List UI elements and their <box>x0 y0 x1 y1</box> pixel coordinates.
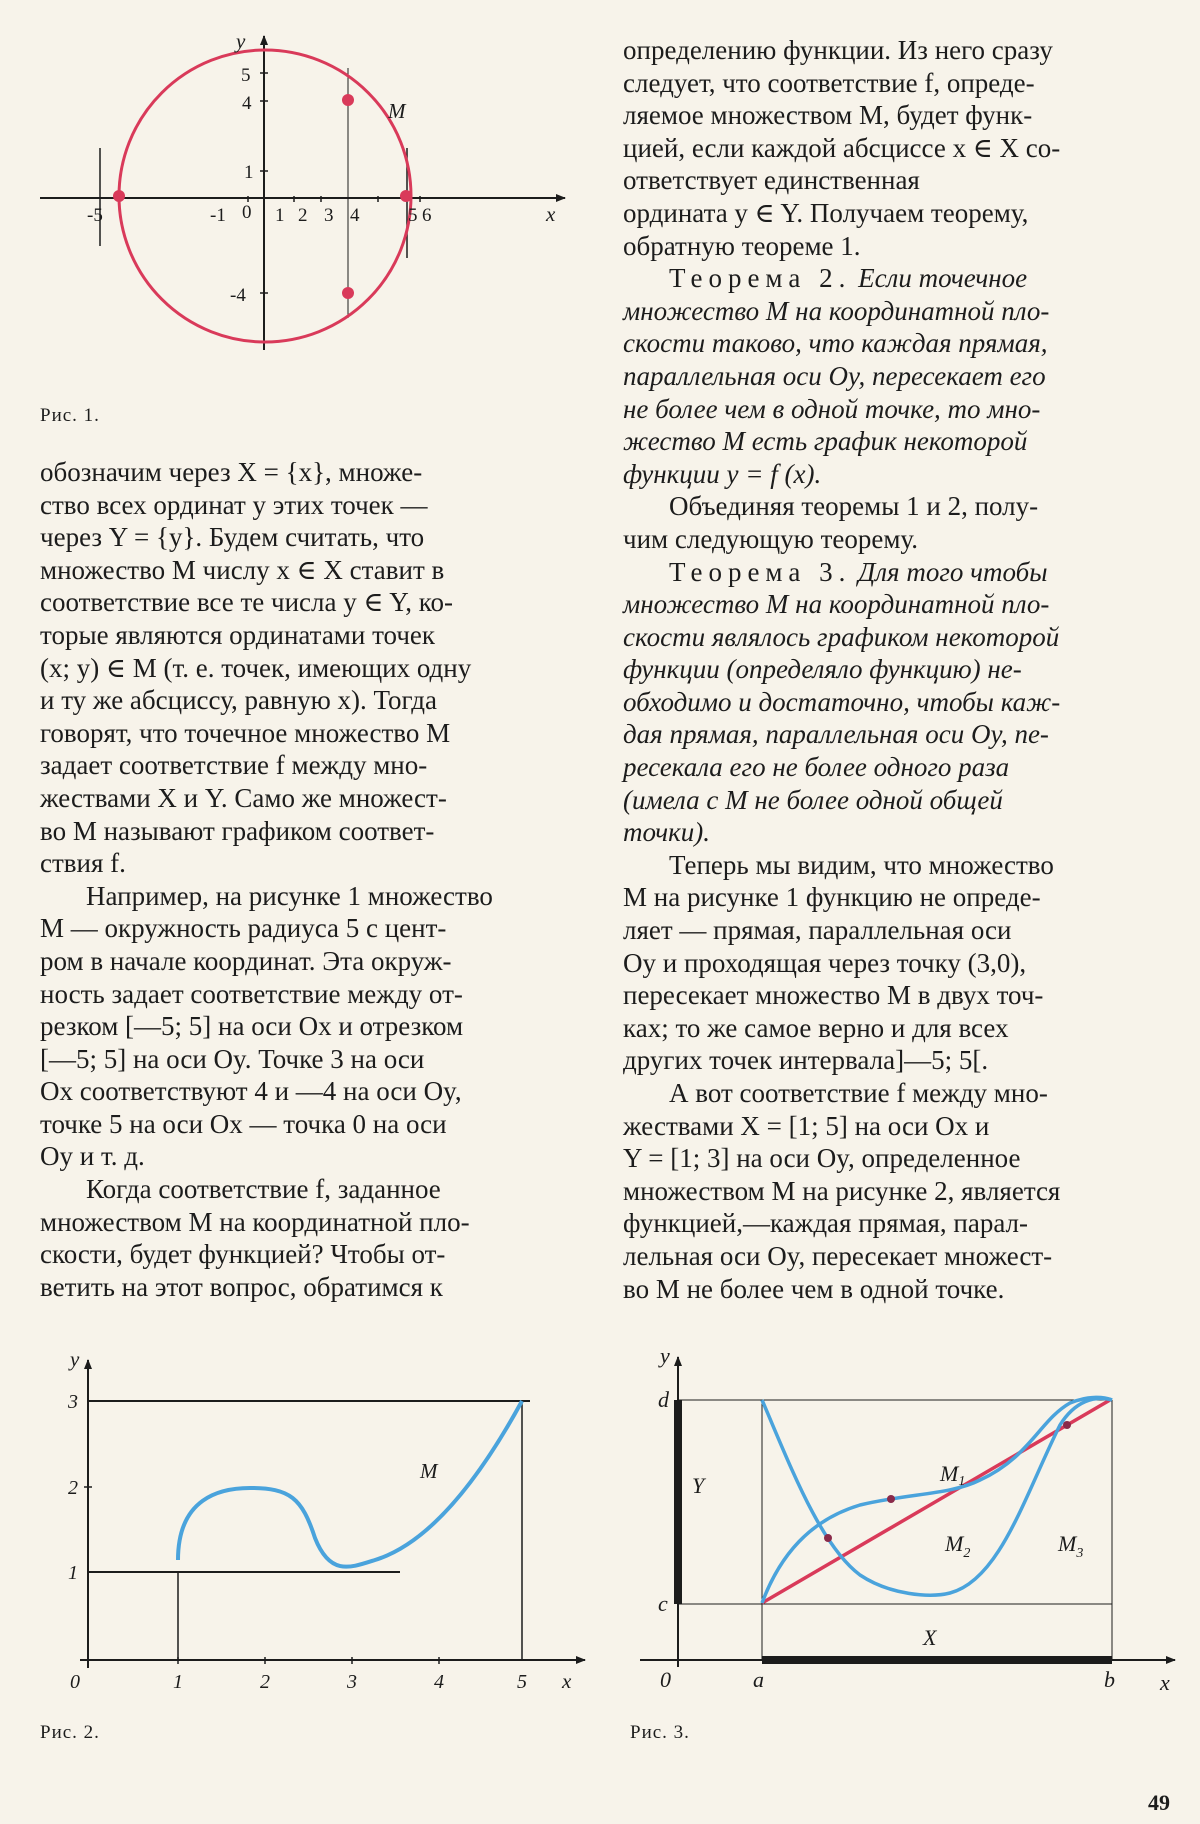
text-line: ство всех ординат y этих точек — <box>40 489 428 520</box>
text-line: ляемое множеством M, будет функ- <box>623 100 1033 131</box>
text-line: не более чем в одной точке, то мно- <box>623 393 1041 424</box>
label-x-segment: X <box>923 1625 937 1650</box>
text-line: жество M есть график некоторой <box>623 426 1028 457</box>
text-line: ках; то же самое верно и для всех <box>623 1012 1009 1043</box>
label-a: a <box>753 1667 764 1692</box>
svg-text:4: 4 <box>350 205 360 226</box>
text-line: [—5; 5] на оси Oy. Точке 3 на оси <box>40 1043 425 1074</box>
point <box>400 190 412 202</box>
svg-text:1: 1 <box>68 1562 78 1584</box>
text-line: ность задает соответствие между от- <box>40 978 463 1009</box>
text-line: функции y = f (x). <box>623 458 822 489</box>
svg-text:5: 5 <box>408 205 418 226</box>
text-line: резком [—5; 5] на оси Ox и отрезком <box>40 1011 464 1042</box>
label-d: d <box>658 1387 669 1412</box>
svg-text:0: 0 <box>70 1671 80 1693</box>
page-number: 49 <box>1148 1790 1170 1815</box>
curve-m3 <box>762 1398 1112 1595</box>
svg-text:2: 2 <box>68 1477 78 1499</box>
text-line: ответствует единственная <box>623 165 920 196</box>
paragraph <box>623 849 1168 1077</box>
text-line: пересекает множество M в двух точ- <box>623 980 1044 1011</box>
text-line: обходимо и достаточно, чтобы каж- <box>623 686 1061 717</box>
svg-text:1: 1 <box>173 1671 183 1693</box>
paragraph <box>623 490 1168 555</box>
text-line: M на рисунке 1 функцию не опреде- <box>623 882 1041 913</box>
axis-x-label: x <box>1160 1670 1170 1695</box>
text-line: M — окружность радиуса 5 с цент- <box>40 913 447 944</box>
svg-text:3: 3 <box>347 1671 357 1693</box>
label-y-segment: Y <box>692 1473 705 1498</box>
text-line: Y = [1; 3] на оси Oy, определенное <box>623 1143 1021 1174</box>
text-line: Если точечное <box>858 263 1028 294</box>
text-line: определению функции. Из него сразу <box>623 35 1053 65</box>
axis-y-label: y <box>70 1348 80 1371</box>
left-column <box>40 456 585 1303</box>
text-line: жествами X и Y. Само же множест- <box>40 782 447 813</box>
svg-text:5: 5 <box>517 1671 527 1693</box>
text-line: ствия f. <box>40 848 126 879</box>
text-line: чим следующую теорему. <box>623 523 918 554</box>
paragraph <box>623 1077 1168 1305</box>
text-line: соответствие все те числа y ∈ Y, ко- <box>40 587 453 618</box>
text-line: других точек интервала]—5; 5[. <box>623 1045 989 1076</box>
svg-text:-4: -4 <box>230 285 246 306</box>
text-line: Объединяя теоремы 1 и 2, полу- <box>669 491 1039 522</box>
set-label: M <box>420 1459 438 1483</box>
point <box>342 287 354 299</box>
paragraph <box>40 456 585 880</box>
text-line: Для того чтобы <box>858 556 1048 587</box>
text-line: множество M на координатной пло- <box>623 295 1050 326</box>
text-line: торые являются ординатами точек <box>40 619 436 650</box>
tick-labels <box>67 1391 527 1693</box>
figure-2 <box>30 1348 600 1718</box>
text-line: ветить на этот вопрос, обратимся к <box>40 1271 443 1302</box>
theorem-2-title: Теорема 2. <box>669 263 852 294</box>
point <box>342 94 354 106</box>
theorem-3 <box>623 556 1168 849</box>
label-m3: $M_3$ <box>1058 1531 1084 1561</box>
svg-text:-1: -1 <box>210 205 226 226</box>
label-origin: 0 <box>660 1667 671 1692</box>
text-line: Когда соответствие f, заданное <box>86 1174 441 1205</box>
figure-1 <box>30 28 590 388</box>
text-line: ляет — прямая, параллельная оси <box>623 915 1012 946</box>
figure-2-caption: Рис. 2. <box>40 1722 100 1743</box>
text-line: обозначим через X = {x}, множе- <box>40 457 423 487</box>
text-line: множество M на координатной пло- <box>623 589 1050 620</box>
text-line: (x; y) ∈ M (т. е. точек, имеющих одну <box>40 652 472 683</box>
label-m1: M1 <box>940 1461 966 1489</box>
svg-text:5: 5 <box>241 65 251 86</box>
text-line: функции (определяло функцию) не- <box>623 654 1022 685</box>
label-c: c <box>658 1591 668 1616</box>
text-line: множество M числу x ∈ X ставит в <box>40 554 445 585</box>
text-line: множеством M на рисунке 2, является <box>623 1175 1061 1206</box>
set-label: M <box>388 99 406 123</box>
axis-y-label: y <box>660 1345 670 1368</box>
text-line: множеством M на координатной пло- <box>40 1206 470 1237</box>
text-line: скости, будет функцией? Чтобы от- <box>40 1239 446 1270</box>
figure-1-caption: Рис. 1. <box>40 405 100 426</box>
paragraph <box>40 880 585 1173</box>
text-line: обратную теореме 1. <box>623 230 861 261</box>
text-line: ром в начале координат. Эта окруж- <box>40 945 452 976</box>
svg-text:-5: -5 <box>87 205 103 226</box>
text-line: А вот соответствие f между мно- <box>669 1078 1048 1108</box>
text-line: Ox соответствуют 4 и —4 на оси Oy, <box>40 1076 462 1107</box>
text-line: через Y = {y}. Будем считать, что <box>40 522 425 553</box>
point <box>113 190 125 202</box>
svg-text:1: 1 <box>244 162 254 183</box>
svg-text:3: 3 <box>68 1391 78 1413</box>
text-line: цией, если каждой абсциссе x ∈ X со- <box>623 132 1061 163</box>
text-line: дая прямая, параллельная оси Oy, пе- <box>623 719 1049 750</box>
text-line: лельная оси Oy, пересекает множест- <box>623 1240 1053 1271</box>
svg-text:6: 6 <box>422 205 432 226</box>
text-line: точке 5 на оси Ox — точка 0 на оси <box>40 1108 447 1139</box>
text-line: задает соответствие f между мно- <box>40 750 428 781</box>
text-line: функцией,—каждая прямая, парал- <box>623 1208 1028 1239</box>
paragraph <box>623 34 1168 262</box>
axis-x-label: x <box>562 1669 572 1693</box>
theorem-3-title: Теорема 3. <box>669 556 852 587</box>
text-line: и ту же абсциссу, равную x). Тогда <box>40 685 437 716</box>
text-line: Например, на рисунке 1 множество <box>86 880 493 911</box>
label-b: b <box>1104 1667 1115 1692</box>
figure-3 <box>620 1345 1185 1715</box>
text-line: параллельная оси Oy, пересекает его <box>623 360 1046 391</box>
theorem-2 <box>623 262 1168 490</box>
svg-text:4: 4 <box>242 93 252 114</box>
text-line: во M не более чем в одной точке. <box>623 1273 1005 1304</box>
text-line: Oy и т. д. <box>40 1141 145 1172</box>
svg-text:3: 3 <box>324 205 334 226</box>
figure-3-caption: Рис. 3. <box>630 1722 690 1743</box>
text-line: (имела с M не более одной общей <box>623 784 1003 815</box>
text-line: следует, что соответствие f, опреде- <box>623 67 1035 98</box>
text-line: говорят, что точечное множество M <box>40 717 451 748</box>
text-line: точки). <box>623 817 711 848</box>
axis-y-label: y <box>236 29 246 53</box>
label-m2: $M_2$ <box>945 1531 971 1561</box>
svg-text:1: 1 <box>275 205 285 226</box>
axis-x-label: x <box>546 202 556 226</box>
text-line: скости являлось графиком некоторой <box>623 621 1060 652</box>
text-line: во M называют графиком соответ- <box>40 815 435 846</box>
text-line: Oy и проходящая через точку (3,0), <box>623 947 1027 978</box>
svg-text:2: 2 <box>298 205 308 226</box>
text-line: Теперь мы видим, что множество <box>669 849 1054 880</box>
text-line: скости таково, что каждая прямая, <box>623 328 1048 359</box>
svg-text:4: 4 <box>434 1671 444 1693</box>
curve-set-m <box>178 1401 522 1567</box>
right-column <box>623 34 1168 1305</box>
text-line: жествами X = [1; 5] на оси Ox и <box>623 1110 990 1141</box>
text-line: ресекала его не более одного раза <box>623 752 1010 783</box>
text-line: ордината y ∈ Y. Получаем теорему, <box>623 197 1029 228</box>
svg-text:2: 2 <box>260 1671 270 1693</box>
paragraph <box>40 1173 585 1303</box>
svg-text:0: 0 <box>242 202 252 223</box>
